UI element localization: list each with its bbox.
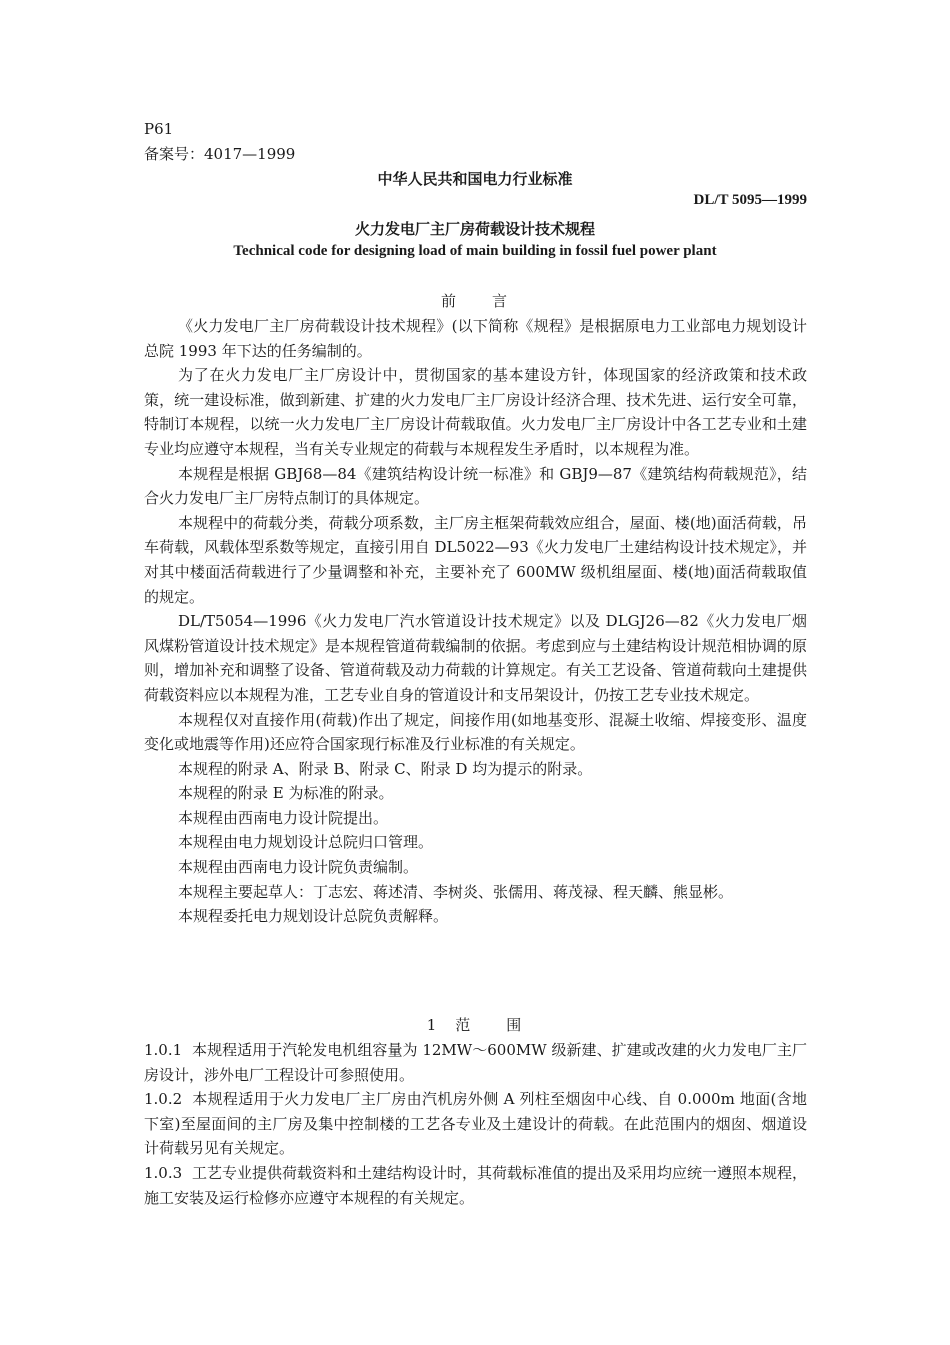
clause-number: 1.0.1 [144, 1041, 183, 1059]
document-title-cn: 火力发电厂主厂房荷载设计技术规程 [354, 220, 595, 238]
scope-body [144, 1038, 807, 1210]
document-title-en: Technical code for designing load of main building in fossil fuel power plant [233, 243, 717, 259]
clause-1-0-3 [144, 1161, 807, 1210]
foreword-body [144, 314, 807, 929]
clause-1-0-1 [144, 1038, 807, 1087]
foreword-paragraph: 本规程的附录 A、附录 B、附录 C、附录 D 均为提示的附录。 [178, 759, 593, 778]
foreword-paragraph: 本规程主要起草人：丁志宏、蒋述清、李树炎、张儒用、蒋茂禄、程天麟、熊显彬。 [178, 882, 734, 901]
clause-1-0-2 [144, 1087, 807, 1161]
foreword-paragraph: 本规程由西南电力设计院负责编制。 [178, 858, 419, 877]
foreword-paragraph: 本规程中的荷载分类，荷载分项系数，主厂房主框架荷载效应组合，屋面、楼(地)面活荷载，吊车荷载，风载体型系数等规定，直接引用自 DL5022—93《火力发电厂土建结构设计技术规定》，并对其中楼面活荷载进行了少量调整和补充，主要补充了 600MW 级机组屋面、楼(地)面活荷载取值的规定。 [144, 513, 807, 606]
foreword-heading: 前 言 [440, 292, 509, 310]
standard-number: DL/T 5095—1999 [693, 192, 807, 208]
record-number: 备案号：4017—1999 [144, 144, 296, 163]
foreword-paragraph: DL/T5054—1996《火力发电厂汽水管道设计技术规定》以及 DLGJ26—82《火力发电厂烟风煤粉管道设计技术规定》是本规程管道荷载编制的依据。考虑到应与土建结构设计规范相协调的原则，增加补充和调整了设备、管道荷载及动力荷载的计算规定。有关工艺设备、管道荷载向土建提供荷载资料应以本规程为准，工艺专业自身的管道设计和支吊架设计，仍按工艺专业技术规定。 [144, 612, 807, 704]
foreword-paragraph: 《火力发电厂主厂房荷载设计技术规程》(以下简称《规程》是根据原电力工业部电力规划设计总院 1993 年下达的任务编制的。 [144, 317, 807, 360]
foreword-paragraph: 本规程仅对直接作用(荷载)作出了规定，间接作用(如地基变形、混凝土收缩、焊接变形、温度变化或地震等作用)还应符合国家现行标准及行业标准的有关规定。 [144, 710, 807, 754]
clause-text: 工艺专业提供荷载资料和土建结构设计时，其荷载标准值的提出及采用均应统一遵照本规程，施工安装及运行检修亦应遵守本规程的有关规定。 [144, 1163, 808, 1207]
class-code: P61 [144, 120, 174, 138]
clause-text: 本规程适用于火力发电厂主厂房由汽机房外侧 A 列柱至烟囱中心线、自 0.000m 地面(含地下室)至屋面间的主厂房及集中控制楼的工艺各专业及土建设计的荷载。在此范围内的烟囱、烟道设计荷载另见有关规定。 [144, 1090, 807, 1158]
foreword-paragraph: 本规程由电力规划设计总院归口管理。 [178, 833, 434, 852]
foreword-paragraph: 本规程由西南电力设计院提出。 [178, 808, 389, 827]
foreword-paragraph: 为了在火力发电厂主厂房设计中，贯彻国家的基本建设方针，体现国家的经济政策和技术政策，统一建设标准，做到新建、扩建的火力发电厂主厂房设计经济合理、技术先进、运行安全可靠，特制订本规程，以统一火力发电厂主厂房设计荷载取值。火力发电厂主厂房设计中各工艺专业和土建专业均应遵守本规程，当有关专业规定的荷载与本规程发生矛盾时，以本规程为准。 [144, 366, 807, 458]
scope-heading: 1 范 围 [426, 1016, 524, 1034]
header-block [144, 117, 807, 166]
clause-text: 本规程适用于汽轮发电机组容量为 12MW～600MW 级新建、扩建或改建的火力发电厂主厂房设计，涉外电厂工程设计可参照使用。 [144, 1041, 807, 1084]
foreword-paragraph: 本规程的附录 E 为标准的附录。 [178, 784, 394, 803]
clause-number: 1.0.2 [144, 1090, 183, 1109]
standard-org: 中华人民共和国电力行业标准 [377, 170, 573, 188]
foreword-paragraph: 本规程是根据 GBJ68—84《建筑结构设计统一标准》和 GBJ9—87《建筑结构荷载规范》，结合火力发电厂主厂房特点制订的具体规定。 [144, 464, 807, 508]
foreword-paragraph: 本规程委托电力规划设计总院负责解释。 [178, 907, 449, 926]
clause-number: 1.0.3 [144, 1163, 183, 1182]
